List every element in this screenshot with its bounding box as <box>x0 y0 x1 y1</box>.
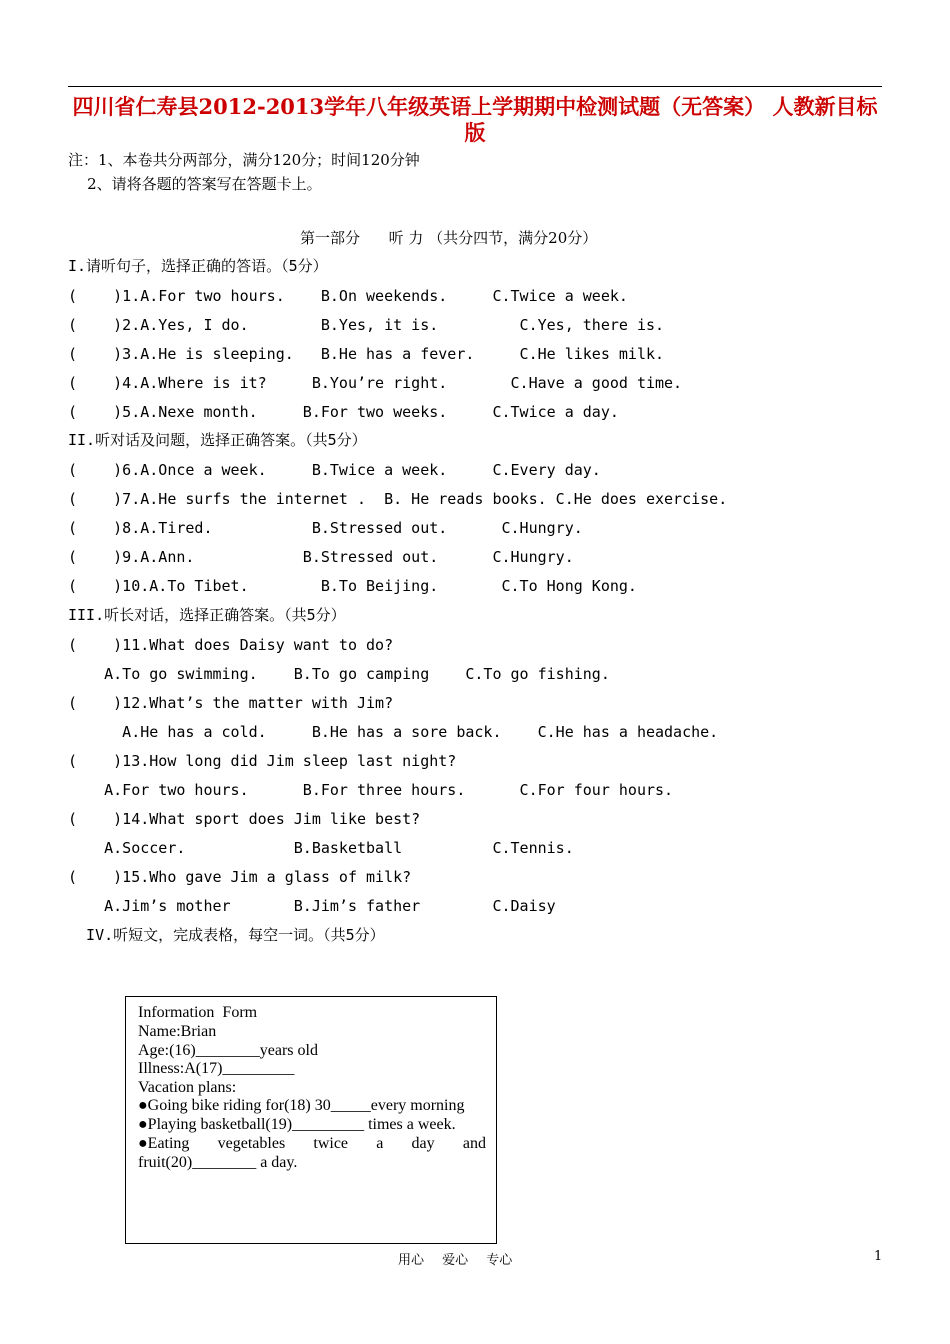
question-line: ( )8.A.Tired. B.Stressed out. C.Hungry. <box>68 519 583 537</box>
question-line: ( )11.What does Daisy want to do? <box>68 636 394 654</box>
page-footer: 用心 爱心 专心 <box>398 1253 513 1268</box>
form-illness: Illness:A(17)_________ <box>138 1060 295 1077</box>
form-plan-2: ●Playing basketball(19)_________ times a week. <box>138 1116 456 1133</box>
form-name: Name:Brian <box>138 1023 217 1040</box>
document-title: 四川省仁寿县2012-2013学年八年级英语上学期期中检测试题（无答案） 人教新目标版 <box>72 94 878 145</box>
top-rule <box>68 86 882 87</box>
form-title: Information Form <box>138 1004 258 1021</box>
section-heading: II.听对话及问题，选择正确答案。（共5分） <box>68 431 367 449</box>
answer-options: A.Jim’s mother B.Jim’s father C.Daisy <box>68 897 556 915</box>
form-plans-label: Vacation plans: <box>138 1079 237 1096</box>
word: twice <box>313 1135 349 1152</box>
question-line: ( )9.A.Ann. B.Stressed out. C.Hungry. <box>68 548 574 566</box>
part-heading: 第一部分 听 力 （共分四节，满分20分） <box>300 229 598 247</box>
word: vegetables <box>217 1135 286 1152</box>
question-line: ( )2.A.Yes, I do. B.Yes, it is. C.Yes, there is. <box>68 316 665 334</box>
form-plan-1: ●Going bike riding for(18) 30_____every morning <box>138 1097 465 1114</box>
question-line: ( )14.What sport does Jim like best? <box>68 810 421 828</box>
answer-options: A.To go swimming. B.To go camping C.To go fishing. <box>68 665 610 683</box>
note-line-2: 2、请将各题的答案写在答题卡上。 <box>68 175 322 193</box>
answer-options: A.For two hours. B.For three hours. C.For four hours. <box>68 781 674 799</box>
word: and <box>462 1135 486 1152</box>
question-line: ( )7.A.He surfs the internet . B. He reads books. C.He does exercise. <box>68 490 728 508</box>
word: a <box>376 1135 384 1152</box>
page-number: 1 <box>874 1249 883 1264</box>
answer-options: A.He has a cold. B.He has a sore back. C.He has a headache. <box>68 723 719 741</box>
question-line: ( )4.A.Where is it? B.You’re right. C.Have a good time. <box>68 374 683 392</box>
section-heading: I.请听句子，选择正确的答语。（5分） <box>68 257 328 275</box>
word: ●Eating <box>138 1135 190 1152</box>
answer-options: A.Soccer. B.Basketball C.Tennis. <box>68 839 574 857</box>
question-line: ( )10.A.To Tibet. B.To Beijing. C.To Hong Kong. <box>68 577 637 595</box>
form-age: Age:(16)________years old <box>138 1042 318 1059</box>
question-line: ( )1.A.For two hours. B.On weekends. C.Twice a week. <box>68 287 628 305</box>
question-line: ( )13.How long did Jim sleep last night? <box>68 752 457 770</box>
question-line: ( )12.What’s the matter with Jim? <box>68 694 394 712</box>
form-plan-3 <box>138 1134 486 1153</box>
section-heading: IV.听短文，完成表格，每空一词。（共5分） <box>68 926 385 944</box>
section-heading: III.听长对话，选择正确答案。（共5分） <box>68 606 346 624</box>
question-line: ( )6.A.Once a week. B.Twice a week. C.Every day. <box>68 461 601 479</box>
question-line: ( )15.Who gave Jim a glass of milk? <box>68 868 412 886</box>
note-line-1: 注：1、本卷共分两部分，满分120分；时间120分钟 <box>68 151 420 169</box>
question-line: ( )5.A.Nexe month. B.For two weeks. C.Twice a day. <box>68 403 619 421</box>
question-line: ( )3.A.He is sleeping. B.He has a fever. C.He likes milk. <box>68 345 665 363</box>
word: day <box>411 1135 435 1152</box>
form-plan-3-continued: fruit(20)________ a day. <box>138 1154 298 1171</box>
